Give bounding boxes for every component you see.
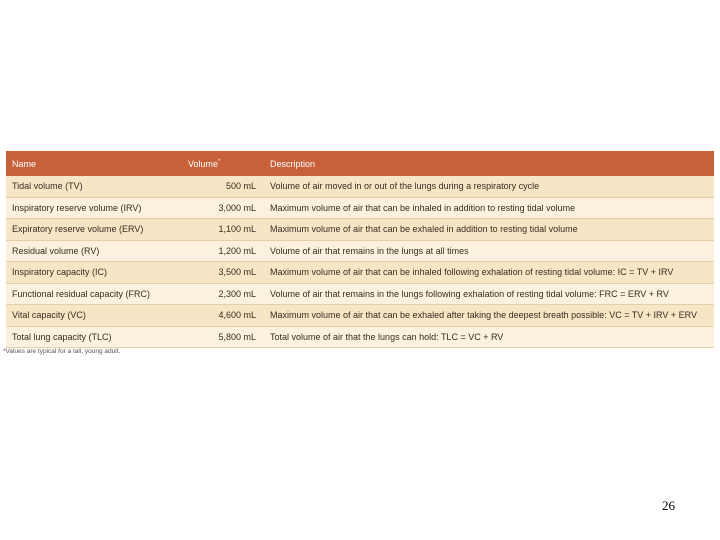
table-row [6,219,714,241]
header-description: Description [262,151,714,176]
cell-name: Inspiratory capacity (IC) [6,262,182,284]
table-row [6,240,714,262]
cell-description: Maximum volume of air that can be inhaled following exhalation of resting tidal volume: IC = TV + IRV [262,262,714,284]
table-header-row [6,151,714,176]
cell-description: Volume of air moved in or out of the lungs during a respiratory cycle [262,176,714,197]
cell-volume: 4,600 mL [182,305,262,327]
cell-name: Total lung capacity (TLC) [6,326,182,348]
table-row [6,326,714,348]
table-row [6,176,714,197]
cell-volume: 1,100 mL [182,219,262,241]
header-volume-marker: * [218,158,221,165]
cell-description: Maximum volume of air that can be inhaled in addition to resting tidal volume [262,197,714,219]
cell-name: Vital capacity (VC) [6,305,182,327]
cell-volume: 3,000 mL [182,197,262,219]
header-volume-label: Volume [188,158,219,169]
cell-description: Maximum volume of air that can be exhaled in addition to resting tidal volume [262,219,714,241]
footnote: *Values are typical for a tall, young adult. [3,348,121,355]
cell-name: Expiratory reserve volume (ERV) [6,219,182,241]
cell-name: Tidal volume (TV) [6,176,182,197]
cell-name: Residual volume (RV) [6,240,182,262]
cell-name: Inspiratory reserve volume (IRV) [6,197,182,219]
header-volume [182,151,262,176]
cell-volume: 3,500 mL [182,262,262,284]
lung-volumes-table-panel [6,151,714,342]
table-row [6,305,714,327]
table-row [6,283,714,305]
page-number: 26 [662,498,675,513]
table-row [6,197,714,219]
cell-description: Total volume of air that the lungs can hold: TLC = VC + RV [262,326,714,348]
cell-description: Volume of air that remains in the lungs at all times [262,240,714,262]
cell-volume: 2,300 mL [182,283,262,305]
header-name: Name [6,151,182,176]
cell-description: Volume of air that remains in the lungs following exhalation of resting tidal volume: FRC = ERV + RV [262,283,714,305]
cell-volume: 1,200 mL [182,240,262,262]
table-row [6,262,714,284]
cell-name: Functional residual capacity (FRC) [6,283,182,305]
lung-volumes-table [6,151,714,348]
cell-volume: 5,800 mL [182,326,262,348]
table-body [6,176,714,348]
cell-description: Maximum volume of air that can be exhaled after taking the deepest breath possible: VC = TV + IRV + ERV [262,305,714,327]
cell-volume: 500 mL [182,176,262,197]
